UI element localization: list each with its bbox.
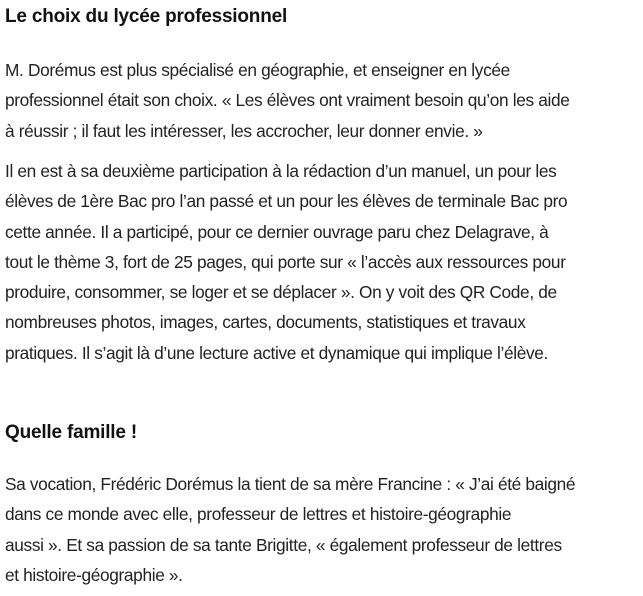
text-line: et histoire-géographie ». <box>5 564 183 585</box>
text-line: élèves de 1ère Bac pro l’an passé et un pour les élèves de terminale Bac pro <box>5 191 568 212</box>
text-line: à réussir ; il faut les intéresser, les accrocher, leur donner envie. » <box>5 120 483 141</box>
text-line: M. Dorémus est plus spécialisé en géographie, et enseigner en lycée <box>5 60 510 80</box>
section-heading-lycee: Le choix du lycée professionnel <box>5 6 288 27</box>
text-line: aussi ». Et sa passion de sa tante Brigitte, « également professeur de lettres <box>5 534 562 555</box>
text-line: produire, consommer, se loger et se déplacer ». On y voit des QR Code, de <box>5 282 557 303</box>
text-line: pratiques. Il s’agit là d’une lecture active et dynamique qui implique l’élève. <box>5 342 548 363</box>
text-line: dans ce monde avec elle, professeur de lettres et histoire-géographie <box>5 504 512 525</box>
paragraph-manuel <box>5 156 643 368</box>
text-line: professionnel était son choix. « Les élèves ont vraiment besoin qu’on les aide <box>5 90 570 111</box>
text-line: nombreuses photos, images, cartes, documents, statistiques et travaux <box>5 312 526 333</box>
section-heading-famille: Quelle famille ! <box>5 422 137 443</box>
text-line: Il en est à sa deuxième participation à la rédaction d’un manuel, un pour les <box>5 161 557 181</box>
text-line: tout le thème 3, fort de 25 pages, qui porte sur « l’accès aux ressources pour <box>5 251 566 272</box>
text-line: Sa vocation, Frédéric Dorémus la tient de sa mère Francine : « J’ai été baigné <box>5 474 576 494</box>
paragraph-choix <box>5 55 643 146</box>
text-line: cette année. Il a participé, pour ce dernier ouvrage paru chez Delagrave, à <box>5 221 549 242</box>
paragraph-vocation <box>5 469 643 590</box>
